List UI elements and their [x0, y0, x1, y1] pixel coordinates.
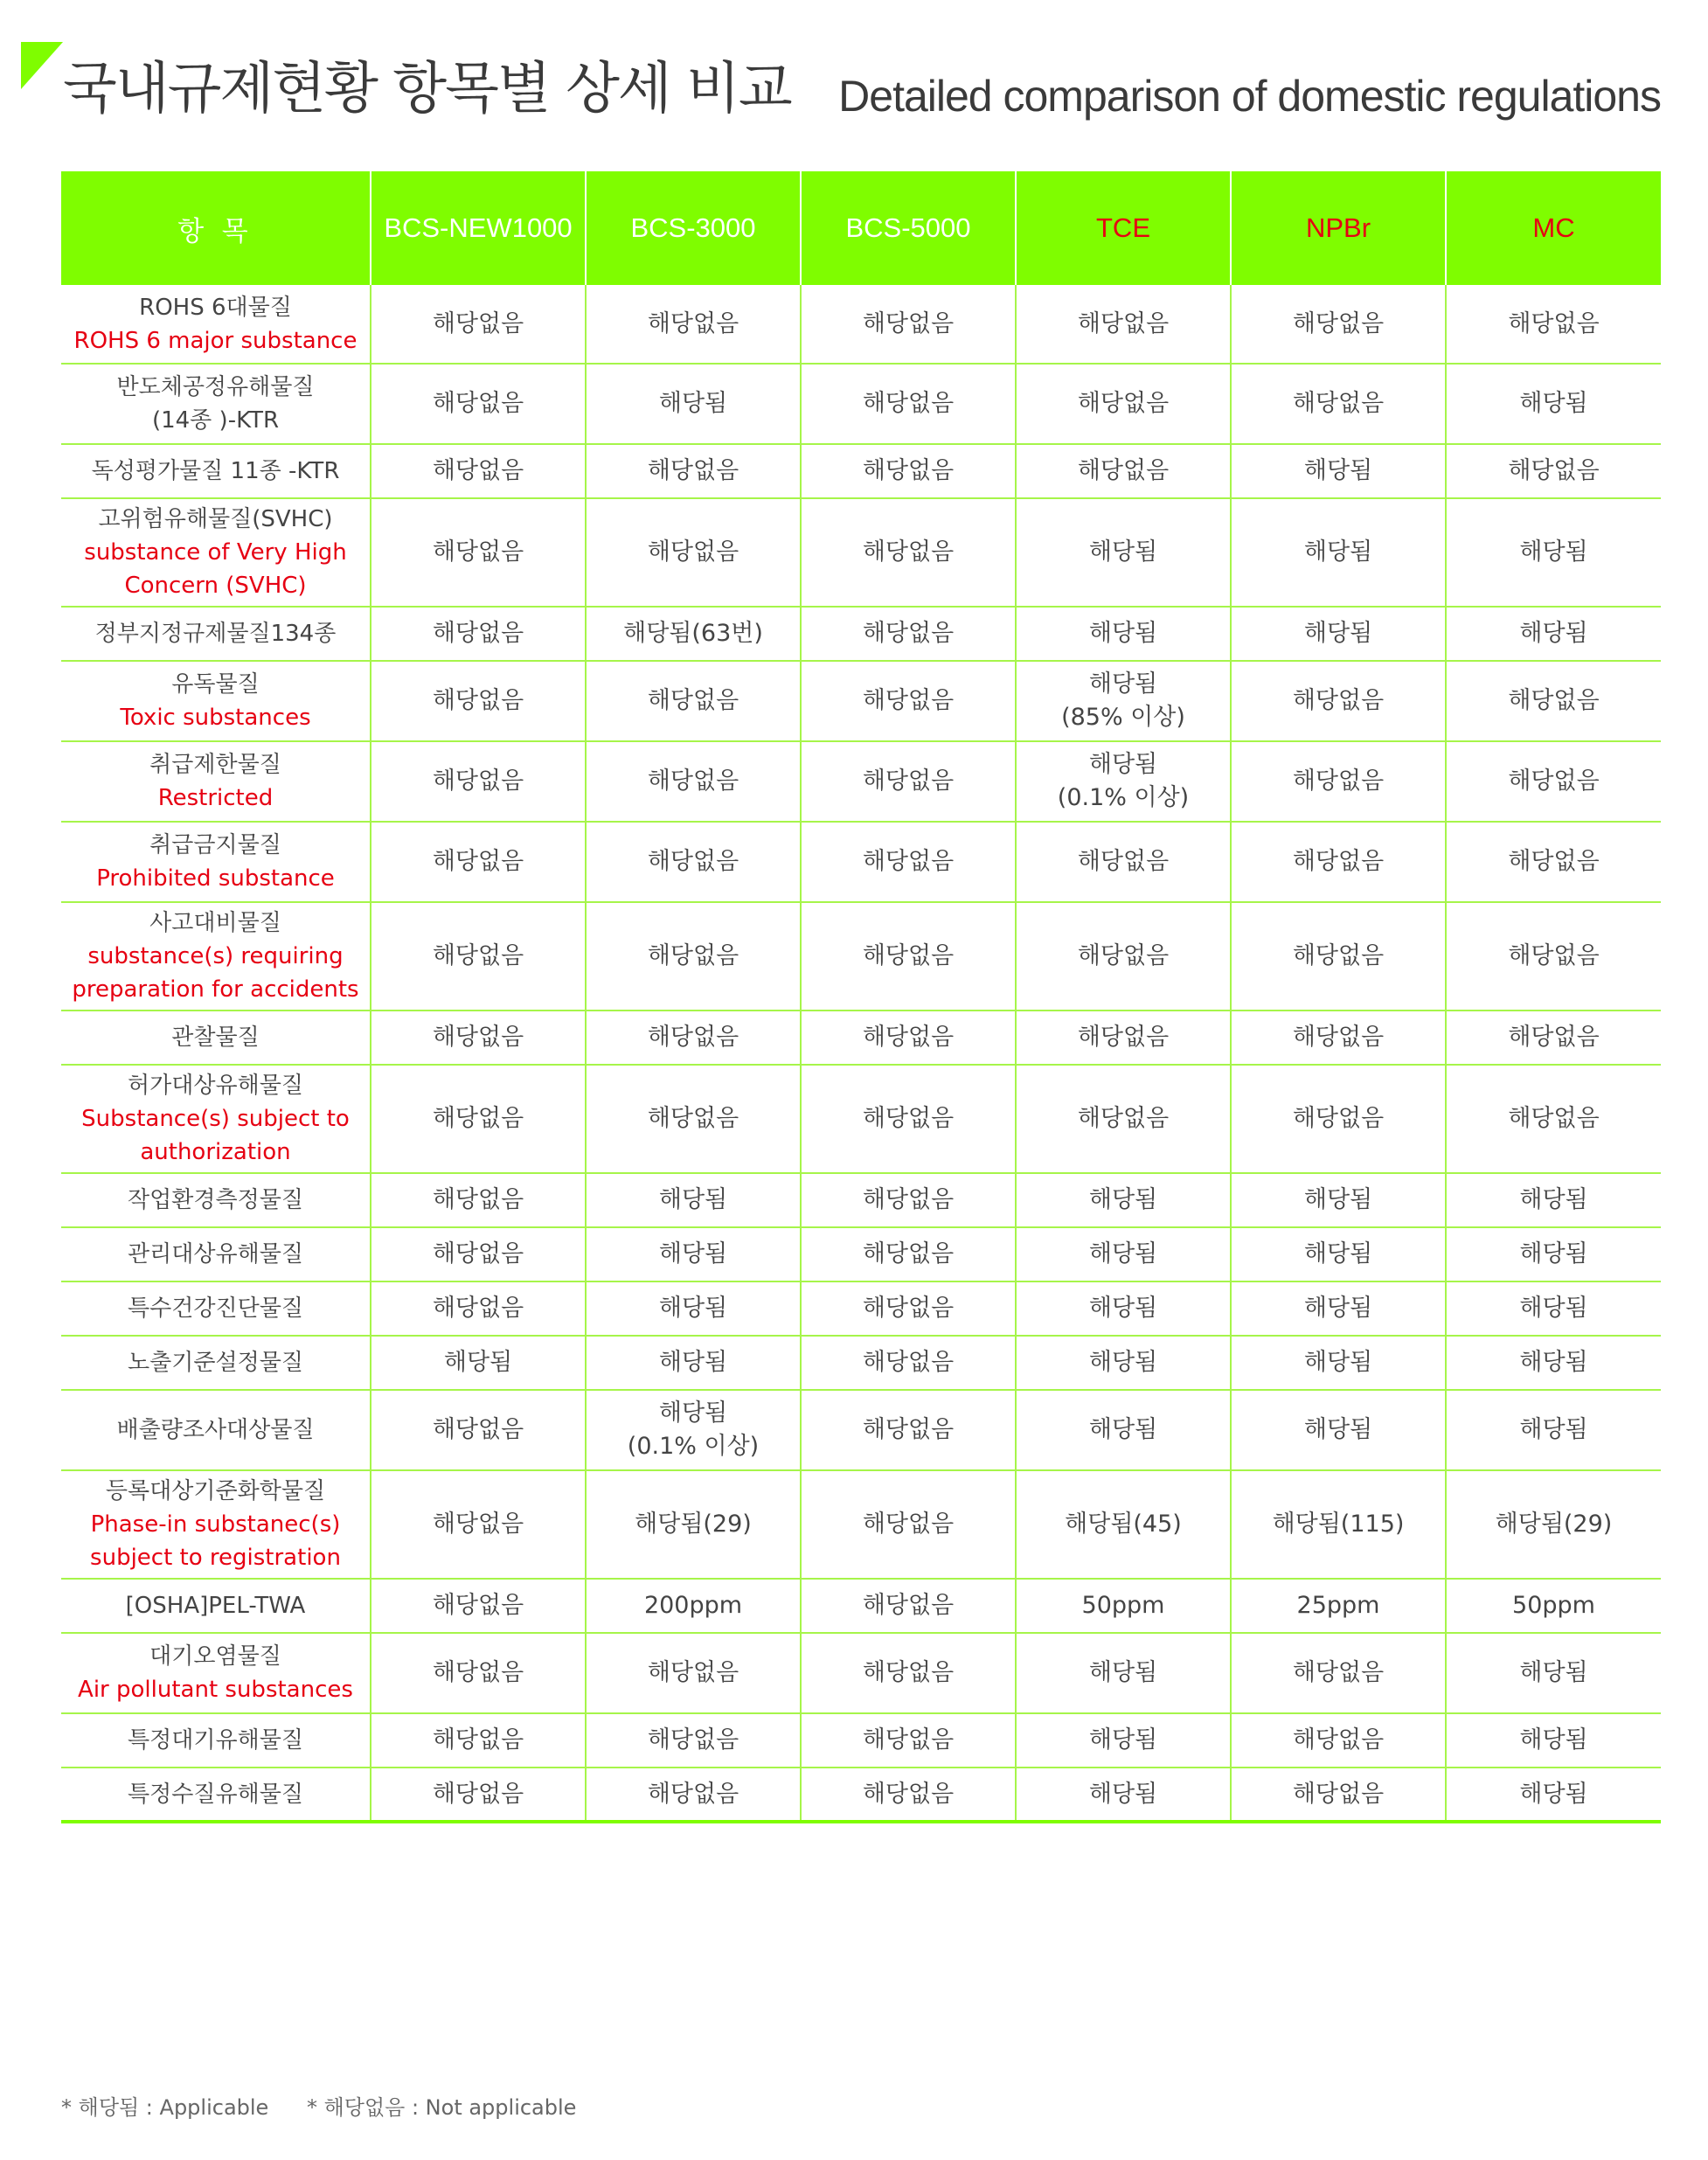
item-label-en: Restricted	[157, 785, 274, 811]
cell-value: 해당없음	[1016, 1065, 1231, 1173]
item-label-ko: 등록대상기준화학물질	[105, 1478, 326, 1504]
table-row	[61, 661, 1661, 741]
item-label-en: Toxic substances	[120, 705, 311, 731]
cell-value: 해당됨	[1446, 1713, 1661, 1768]
table-row	[61, 1336, 1661, 1390]
cell-value: 해당됨	[1231, 1336, 1446, 1390]
cell-value: 해당없음	[586, 285, 801, 364]
cell-value: 해당없음	[371, 902, 586, 1011]
cell-value: 해당됨	[1231, 607, 1446, 661]
cell-value: 해당없음	[801, 1470, 1016, 1579]
cell-value: 해당됨	[586, 364, 801, 444]
item-label-ko: (14종 )-KTR	[151, 407, 280, 434]
cell-value: 해당없음	[1231, 364, 1446, 444]
column-header-bcs-new1000: BCS-NEW1000	[371, 171, 586, 285]
cell-value: 해당없음	[801, 741, 1016, 822]
cell-value: 해당없음	[1446, 741, 1661, 822]
cell-value: 해당없음	[801, 661, 1016, 741]
item-label-ko: 노출기준설정물질	[128, 1350, 303, 1376]
row-item-label	[61, 741, 371, 822]
cell-value: 해당없음	[586, 661, 801, 741]
item-label-en: preparation for accidents	[72, 976, 359, 1003]
cell-value: 해당없음	[801, 1011, 1016, 1065]
cell-value: 해당없음	[801, 902, 1016, 1011]
cell-value: 해당됨	[1016, 1390, 1231, 1470]
footnote-not-applicable: * 해당없음 : Not applicable	[306, 2095, 577, 2120]
item-label-en: ROHS 6 major substance	[73, 327, 358, 354]
table-row	[61, 1065, 1661, 1173]
cell-value: 해당없음	[1231, 661, 1446, 741]
item-label-ko: 관찰물질	[171, 1024, 260, 1051]
cell-value: 해당됨	[1016, 1768, 1231, 1822]
cell-value: 해당없음	[371, 741, 586, 822]
footnote-applicable: * 해당됨 : Applicable	[61, 2095, 269, 2120]
cell-value: 해당없음	[801, 1065, 1016, 1173]
table-row	[61, 902, 1661, 1011]
row-item-label	[61, 902, 371, 1011]
table-row	[61, 822, 1661, 902]
table-row	[61, 285, 1661, 364]
cell-value: 해당없음	[801, 285, 1016, 364]
table-header-row	[61, 171, 1661, 285]
item-label-ko: 특수건강진단물질	[128, 1295, 303, 1322]
cell-value: 해당없음	[1231, 285, 1446, 364]
cell-value: 해당없음	[801, 1336, 1016, 1390]
cell-value: 해당없음	[1231, 1713, 1446, 1768]
cell-value: 해당없음	[371, 1390, 586, 1470]
item-label-en: substance(s) requiring	[87, 943, 344, 969]
cell-value: 해당됨	[371, 1336, 586, 1390]
cell-value: 해당없음	[1016, 285, 1231, 364]
cell-value: 해당됨	[1446, 1227, 1661, 1281]
item-label-en: substance of Very High	[84, 539, 347, 566]
cell-value: 해당없음	[1231, 1633, 1446, 1713]
cell-value: 해당없음	[371, 364, 586, 444]
cell-value: 해당없음	[586, 1768, 801, 1822]
cell-value: 해당없음	[1231, 822, 1446, 902]
row-item-label	[61, 661, 371, 741]
row-item-label	[61, 1173, 371, 1227]
cell-value: 해당됨	[586, 1227, 801, 1281]
row-item-label	[61, 1470, 371, 1579]
item-label-en: Substance(s) subject to	[81, 1106, 350, 1132]
column-header-bcs-3000: BCS-3000	[586, 171, 801, 285]
comparison-table	[61, 171, 1661, 1823]
cell-value: 해당없음	[371, 1579, 586, 1633]
table-row	[61, 1390, 1661, 1470]
table-row	[61, 741, 1661, 822]
cell-value: 해당됨(29)	[586, 1470, 801, 1579]
table-row	[61, 1470, 1661, 1579]
cell-value: 50ppm	[1446, 1579, 1661, 1633]
row-item-label	[61, 1768, 371, 1822]
cell-value: 해당없음	[371, 498, 586, 607]
cell-value: 해당없음	[1231, 741, 1446, 822]
item-label-en: authorization	[140, 1139, 291, 1165]
column-header-mc: MC	[1446, 171, 1661, 285]
row-item-label	[61, 1713, 371, 1768]
cell-value: 해당됨 (85% 이상)	[1016, 661, 1231, 741]
cell-value: 해당없음	[801, 1633, 1016, 1713]
row-item-label	[61, 444, 371, 498]
table-row	[61, 1281, 1661, 1336]
cell-value: 해당됨	[1016, 1713, 1231, 1768]
cell-value: 해당없음	[371, 1173, 586, 1227]
cell-value: 해당됨	[586, 1281, 801, 1336]
cell-value: 해당됨	[1446, 498, 1661, 607]
row-item-label	[61, 364, 371, 444]
cell-value: 해당없음	[801, 1390, 1016, 1470]
cell-value: 해당됨	[1016, 498, 1231, 607]
cell-value: 해당없음	[586, 822, 801, 902]
cell-value: 해당됨	[1446, 1633, 1661, 1713]
cell-value: 해당없음	[586, 1065, 801, 1173]
cell-value: 해당됨	[586, 1173, 801, 1227]
cell-value: 해당없음	[1446, 1011, 1661, 1065]
row-item-label	[61, 1227, 371, 1281]
item-label-ko: 특정수질유해물질	[128, 1781, 303, 1808]
cell-value: 해당됨	[1016, 1227, 1231, 1281]
cell-value: 해당없음	[801, 1713, 1016, 1768]
cell-value: 해당없음	[371, 822, 586, 902]
cell-value: 해당없음	[371, 1281, 586, 1336]
cell-value: 해당없음	[1446, 285, 1661, 364]
cell-value: 해당없음	[1231, 902, 1446, 1011]
table-row	[61, 1227, 1661, 1281]
item-label-ko: 정부지정규제물질134종	[94, 621, 337, 647]
cell-value: 해당없음	[371, 607, 586, 661]
cell-value: 해당됨	[1446, 1390, 1661, 1470]
row-item-label	[61, 1281, 371, 1336]
item-label-ko: 대기오염물질	[149, 1643, 281, 1670]
cell-value: 해당없음	[371, 1065, 586, 1173]
cell-value: 해당없음	[1016, 444, 1231, 498]
item-label-ko: 취급제한물질	[149, 752, 281, 778]
cell-value: 해당없음	[586, 498, 801, 607]
item-label-ko: [OSHA]PEL-TWA	[125, 1593, 306, 1619]
cell-value: 해당없음	[1446, 661, 1661, 741]
cell-value: 해당없음	[586, 741, 801, 822]
footnote	[61, 2093, 608, 2122]
cell-value: 해당됨	[1231, 444, 1446, 498]
cell-value: 해당됨	[1016, 1336, 1231, 1390]
cell-value: 해당없음	[801, 1768, 1016, 1822]
cell-value: 해당됨(29)	[1446, 1470, 1661, 1579]
cell-value: 해당없음	[1231, 1768, 1446, 1822]
item-label-ko: 작업환경측정물질	[128, 1187, 303, 1213]
item-label-ko: 유독물질	[171, 671, 260, 698]
table-row	[61, 1011, 1661, 1065]
table-row	[61, 364, 1661, 444]
cell-value: 해당없음	[801, 498, 1016, 607]
cell-value: 해당됨(63번)	[586, 607, 801, 661]
item-label-ko: ROHS 6대물질	[139, 294, 292, 321]
cell-value: 25ppm	[1231, 1579, 1446, 1633]
item-label-ko: 고위험유해물질(SVHC)	[98, 506, 333, 532]
item-label-ko: 관리대상유해물질	[128, 1241, 303, 1268]
cell-value: 해당됨	[1231, 498, 1446, 607]
table-row	[61, 607, 1661, 661]
cell-value: 해당없음	[371, 1011, 586, 1065]
table-row	[61, 498, 1661, 607]
cell-value: 해당없음	[371, 1633, 586, 1713]
cell-value: 해당없음	[586, 1633, 801, 1713]
cell-value: 해당없음	[371, 1768, 586, 1822]
row-item-label	[61, 1633, 371, 1713]
table-row	[61, 1768, 1661, 1822]
cell-value: 해당됨	[586, 1336, 801, 1390]
table-row	[61, 1713, 1661, 1768]
item-label-en: Air pollutant substances	[78, 1677, 353, 1703]
item-label-ko: 반도체공정유해물질	[116, 374, 315, 400]
cell-value: 200ppm	[586, 1579, 801, 1633]
cell-value: 해당됨(45)	[1016, 1470, 1231, 1579]
cell-value: 해당됨	[1016, 1173, 1231, 1227]
cell-value: 해당됨	[1016, 607, 1231, 661]
cell-value: 해당없음	[801, 1281, 1016, 1336]
cell-value: 해당없음	[1016, 364, 1231, 444]
cell-value: 해당됨	[1231, 1281, 1446, 1336]
cell-value: 해당없음	[1231, 1065, 1446, 1173]
cell-value: 해당없음	[801, 444, 1016, 498]
cell-value: 해당없음	[1016, 902, 1231, 1011]
item-label-ko: 배출량조사대상물질	[116, 1417, 315, 1443]
cell-value: 해당됨	[1446, 1281, 1661, 1336]
row-item-label	[61, 607, 371, 661]
row-item-label	[61, 1390, 371, 1470]
cell-value: 해당없음	[586, 1011, 801, 1065]
item-label-en: Phase-in substanec(s)	[90, 1511, 341, 1538]
cell-value: 해당됨	[1016, 1633, 1231, 1713]
item-label-en: Prohibited substance	[96, 865, 335, 892]
cell-value: 해당됨	[1446, 1336, 1661, 1390]
cell-value: 해당없음	[371, 1713, 586, 1768]
item-label-ko: 특정대기유해물질	[128, 1727, 303, 1754]
cell-value: 해당없음	[1446, 822, 1661, 902]
item-label-en: Concern (SVHC)	[124, 573, 307, 599]
row-item-label	[61, 285, 371, 364]
column-header-bcs-5000: BCS-5000	[801, 171, 1016, 285]
cell-value: 해당됨(115)	[1231, 1470, 1446, 1579]
cell-value: 해당없음	[801, 1227, 1016, 1281]
cell-value: 해당없음	[586, 1713, 801, 1768]
column-header-item: 항 목	[61, 171, 371, 285]
cell-value: 해당됨	[1446, 364, 1661, 444]
table-row	[61, 1173, 1661, 1227]
table-row	[61, 444, 1661, 498]
cell-value: 50ppm	[1016, 1579, 1231, 1633]
cell-value: 해당없음	[801, 1579, 1016, 1633]
cell-value: 해당됨	[1446, 1768, 1661, 1822]
cell-value: 해당없음	[1231, 1011, 1446, 1065]
item-label-ko: 허가대상유해물질	[128, 1073, 303, 1099]
cell-value: 해당없음	[371, 1227, 586, 1281]
cell-value: 해당없음	[1016, 1011, 1231, 1065]
cell-value: 해당없음	[801, 1173, 1016, 1227]
page-subtitle: Detailed comparison of domestic regulations	[838, 72, 1661, 121]
cell-value: 해당됨	[1016, 1281, 1231, 1336]
row-item-label	[61, 1011, 371, 1065]
corner-accent-triangle	[21, 42, 63, 89]
item-label-ko: 취급금지물질	[149, 832, 281, 858]
column-header-npbr: NPBr	[1231, 171, 1446, 285]
cell-value: 해당됨 (0.1% 이상)	[1016, 741, 1231, 822]
cell-value: 해당없음	[801, 607, 1016, 661]
cell-value: 해당없음	[371, 661, 586, 741]
cell-value: 해당없음	[1446, 902, 1661, 1011]
item-label-ko: 독성평가물질 11종 -KTR	[91, 458, 340, 484]
cell-value: 해당없음	[371, 285, 586, 364]
cell-value: 해당없음	[371, 1470, 586, 1579]
row-item-label	[61, 822, 371, 902]
cell-value: 해당없음	[586, 902, 801, 1011]
cell-value: 해당됨	[1231, 1227, 1446, 1281]
row-item-label	[61, 1579, 371, 1633]
item-label-ko: 사고대비물질	[149, 910, 281, 936]
table-row	[61, 1579, 1661, 1633]
page-title: 국내규제현황 항목별 상세 비교	[63, 57, 791, 122]
cell-value: 해당없음	[801, 822, 1016, 902]
cell-value: 해당됨	[1231, 1390, 1446, 1470]
row-item-label	[61, 498, 371, 607]
cell-value: 해당없음	[1446, 444, 1661, 498]
cell-value: 해당없음	[1016, 822, 1231, 902]
cell-value: 해당됨 (0.1% 이상)	[586, 1390, 801, 1470]
cell-value: 해당됨	[1446, 1173, 1661, 1227]
table-row	[61, 1633, 1661, 1713]
cell-value: 해당됨	[1446, 607, 1661, 661]
row-item-label	[61, 1065, 371, 1173]
row-item-label	[61, 1336, 371, 1390]
cell-value: 해당없음	[586, 444, 801, 498]
item-label-en: subject to registration	[90, 1545, 341, 1571]
cell-value: 해당없음	[371, 444, 586, 498]
cell-value: 해당됨	[1231, 1173, 1446, 1227]
cell-value: 해당없음	[801, 364, 1016, 444]
column-header-tce: TCE	[1016, 171, 1231, 285]
cell-value: 해당없음	[1446, 1065, 1661, 1173]
